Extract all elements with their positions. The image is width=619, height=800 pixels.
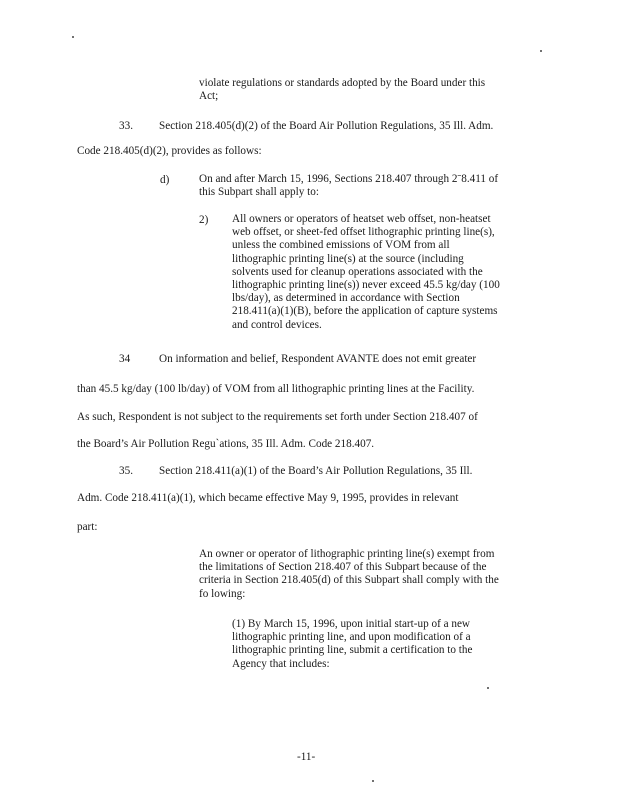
page-number: -11- bbox=[297, 751, 316, 763]
quote-line: fo lowing: bbox=[199, 587, 246, 600]
paragraph-text: Section 218.405(d)(2) of the Board Air Pollution Regulations, 35 Ill. Adm. bbox=[159, 120, 494, 132]
quote-line: unless the combined emissions of VOM from all bbox=[232, 239, 450, 252]
quote-line: lbs/day), as determined in accordance with Section bbox=[232, 292, 460, 305]
quote-label: 2) bbox=[199, 214, 209, 226]
scan-speck bbox=[540, 50, 542, 52]
paragraph-text: the Board’s Air Pollution Reguˋations, 35 Ill. Adm. Code 218.407. bbox=[77, 438, 375, 450]
quote-block bbox=[232, 213, 500, 332]
paragraph-text: Adm. Code 218.411(a)(1), which became effective May 9, 1995, provides in relevant bbox=[77, 492, 459, 504]
quote-line: 218.411(a)(1)(B), before the application of capture systems bbox=[232, 305, 498, 318]
quote-block bbox=[199, 173, 498, 199]
quote-line: (1) By March 15, 1996, upon initial start-up of a new bbox=[232, 618, 470, 630]
quote-line: Act; bbox=[199, 90, 219, 103]
quote-line: violate regulations or standards adopted by the Board under this bbox=[199, 77, 486, 89]
quote-line: this Subpart shall apply to: bbox=[199, 186, 319, 199]
quote-line: lithographic printing line, submit a certification to the bbox=[232, 644, 473, 657]
quote-block bbox=[199, 548, 499, 601]
quote-line: An owner or operator of lithographic printing line(s) exempt from bbox=[199, 548, 495, 560]
paragraph-text: As such, Respondent is not subject to the requirements set forth under Section 218.407 of bbox=[77, 411, 478, 423]
quote-line: solvents used for cleanup operations associated with the bbox=[232, 265, 483, 278]
quote-line: On and after March 15, 1996, Sections 218.407 through 2ˉ8.411 of bbox=[199, 173, 499, 185]
scan-speck bbox=[372, 780, 374, 782]
paragraph-text: Section 218.411(a)(1) of the Board’s Air Pollution Regulations, 35 Ill. bbox=[159, 465, 473, 477]
paragraph-text: On information and belief, Respondent AVANTE does not emit greater bbox=[159, 353, 477, 365]
paragraph-number: 35. bbox=[119, 465, 133, 477]
quote-line: lithographic printing line, and upon modification of a bbox=[232, 631, 471, 644]
carryover-quote bbox=[199, 77, 485, 103]
quote-label: d) bbox=[160, 174, 170, 186]
quote-line: the limitations of Section 218.407 of this Subpart because of the bbox=[199, 561, 487, 574]
paragraph-text: than 45.5 kg/day (100 lb/day) of VOM from all lithographic printing lines at the Facility. bbox=[77, 383, 475, 395]
quote-line: lithographic printing line(s)) never exceed 45.5 kg/day (100 bbox=[232, 279, 500, 292]
paragraph-text: part: bbox=[77, 521, 98, 533]
quote-line: All owners or operators of heatset web offset, non-heatset bbox=[232, 213, 491, 225]
paragraph-text: Code 218.405(d)(2), provides as follows: bbox=[77, 145, 262, 157]
paragraph-number: 34 bbox=[119, 353, 131, 365]
quote-line: criteria in Section 218.405(d) of this Subpart shall comply with the bbox=[199, 574, 499, 587]
paragraph-number: 33. bbox=[119, 120, 133, 132]
scan-speck bbox=[487, 687, 489, 689]
quote-line: and control devices. bbox=[232, 318, 322, 331]
quote-block bbox=[232, 618, 472, 671]
quote-line: web offset, or sheet-fed offset lithographic printing line(s), bbox=[232, 226, 495, 239]
scan-speck bbox=[72, 36, 74, 38]
quote-line: lithographic printing line(s) at the source (including bbox=[232, 252, 464, 265]
quote-line: Agency that includes: bbox=[232, 657, 330, 670]
